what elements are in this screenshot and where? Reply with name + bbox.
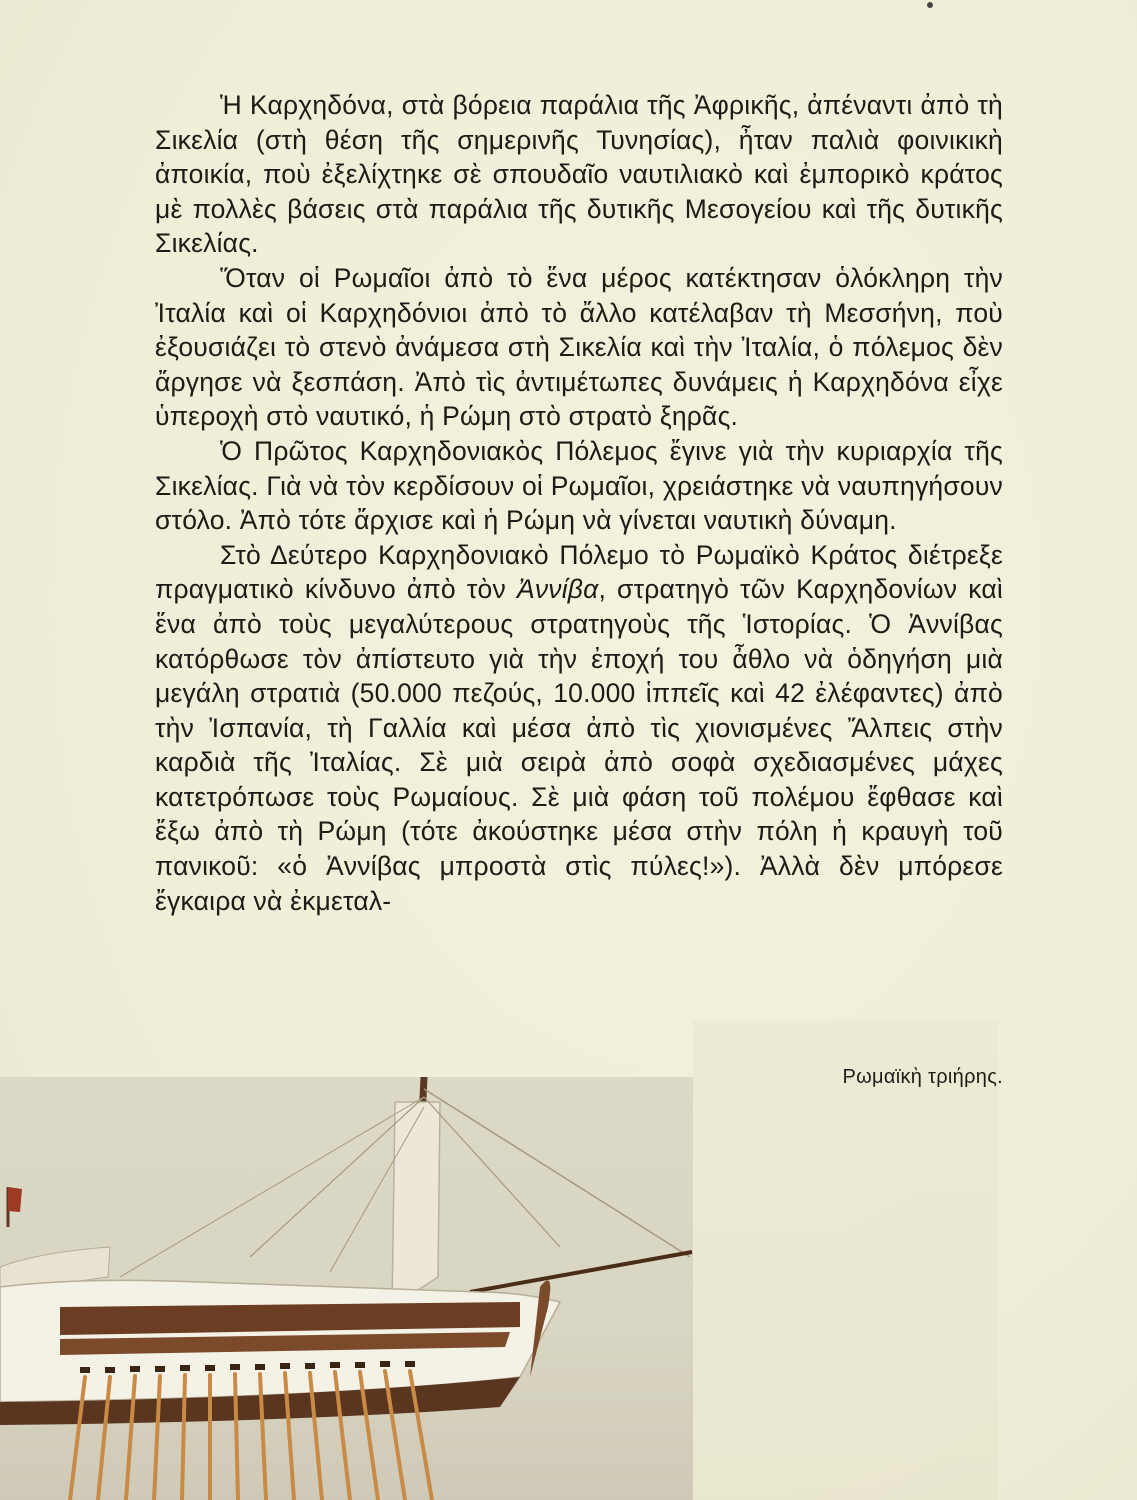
trireme-photo: [0, 1077, 693, 1500]
paragraph-first-punic-war: Ὁ Πρῶτος Καρχηδονιακὸς Πόλεμος ἔγινε γιὰ τὴν κυριαρχία τῆς Σικελίας. Γιὰ νὰ τὸν κερδίσουν οἱ Ρωμαῖοι, χρειάστηκε νὰ ναυπηγήσουν στόλο. Ἀπὸ τότε ἄρχισε καὶ ἡ Ρώμη νὰ γίνεται ναυτικὴ δύναμη.: [155, 435, 1003, 536]
paragraph-text-after: , στρατηγὸ τῶν Καρχηδονίων καὶ ἕνα ἀπὸ τοὺς μεγαλύτερους στρατηγοὺς τῆς Ἱστορίας. Ὁ Ἀννίβας κατόρθωσε τὸν ἀπίστευτο γιὰ τὴν ἐποχή του ἆθλο νὰ ὁδηγήση μιὰ μεγάλη στρατιὰ (50.000 πεζούς, 10.000 ἱππεῖς καὶ 42 ἐλέφαντες) ἀπὸ τὴν Ἰσπανία, τὴ Γαλλία καὶ μέσα ἀπὸ τὶς χιονισμένες Ἄλπεις στὴν καρδιὰ τῆς Ἰταλίας. Σὲ μιὰ σειρὰ ἀπὸ σοφὰ σχεδιασμένες μάχες κατετρόπωσε τοὺς Ρωμαίους. Σὲ μιὰ φάση τοῦ πολέμου ἔφθασε καὶ ἔξω ἀπὸ τὴ Ρώμη (τότε ἀκούστηκε μέσα στὴν πόλη ἡ κραυγὴ τοῦ πανικοῦ: «ὁ Ἀννίβας μπροστὰ στὶς πύλες!»). Ἀλλὰ δὲν μπόρεσε ἔγκαιρα νὰ ἐκμεταλ-: [155, 574, 1003, 916]
paragraph-carthage: Ἡ Καρχηδόνα, στὰ βόρεια παράλια τῆς Ἀφρικῆς, ἀπέναντι ἀπὸ τὴ Σικελία (στὴ θέση τῆς σημερινῆς Τυνησίας), ἦταν παλιὰ φοινικικὴ ἀποικία, ποὺ ἐξελίχτηκε σὲ σπουδαῖο ναυτιλιακὸ καὶ ἐμπορικὸ κράτος μὲ πολλὲς βάσεις στὰ παράλια τῆς δυτικῆς Μεσογείου καὶ τῆς δυτικῆς Σικελίας.: [155, 90, 1003, 259]
bowsprit: [470, 1252, 692, 1292]
paragraph-text-before: Στὸ Δεύτερο Καρχηδονιακὸ Πόλεμο τὸ Ρωμαϊκὸ Κράτος διέτρεξε πραγματικὸ κίνδυνο ἀπὸ τὸν: [155, 539, 1003, 605]
sail: [392, 1102, 440, 1307]
paragraph-war-outbreak: Ὅταν οἱ Ρωμαῖοι ἀπὸ τὸ ἕνα μέρος κατέκτησαν ὁλόκληρη τὴν Ἰταλία καὶ οἱ Καρχηδόνιοι ἀπὸ τὸ ἄλλο κατέλαβαν τὴ Μεσσήνη, ποὺ ἐξουσιάζει τὸ στενὸ ἀνάμεσα στὴ Σικελία καὶ τὴν Ἰταλία, ὁ πόλεμος δὲν ἄργησε νὰ ξεσπάση. Ἀπὸ τὶς ἀντιμέτωπες δυνάμεις ἡ Καρχηδόνα εἶχε ὑπεροχὴ στὸ ναυτικό, ἡ Ρώμη στὸ στρατὸ ξηρᾶς.: [155, 262, 1003, 432]
paragraph-second-punic-war: [155, 538, 1003, 919]
hannibal-name: Ἀννίβα: [516, 574, 599, 605]
article-text: [155, 88, 1003, 918]
trireme-illustration: [0, 1077, 693, 1500]
ink-speck: [927, 2, 933, 8]
background-photo-fade: [693, 1020, 998, 1500]
figure-caption: Ρωμαϊκὴ τριήρης.: [842, 1066, 1003, 1088]
stern-flag: [8, 1187, 22, 1212]
